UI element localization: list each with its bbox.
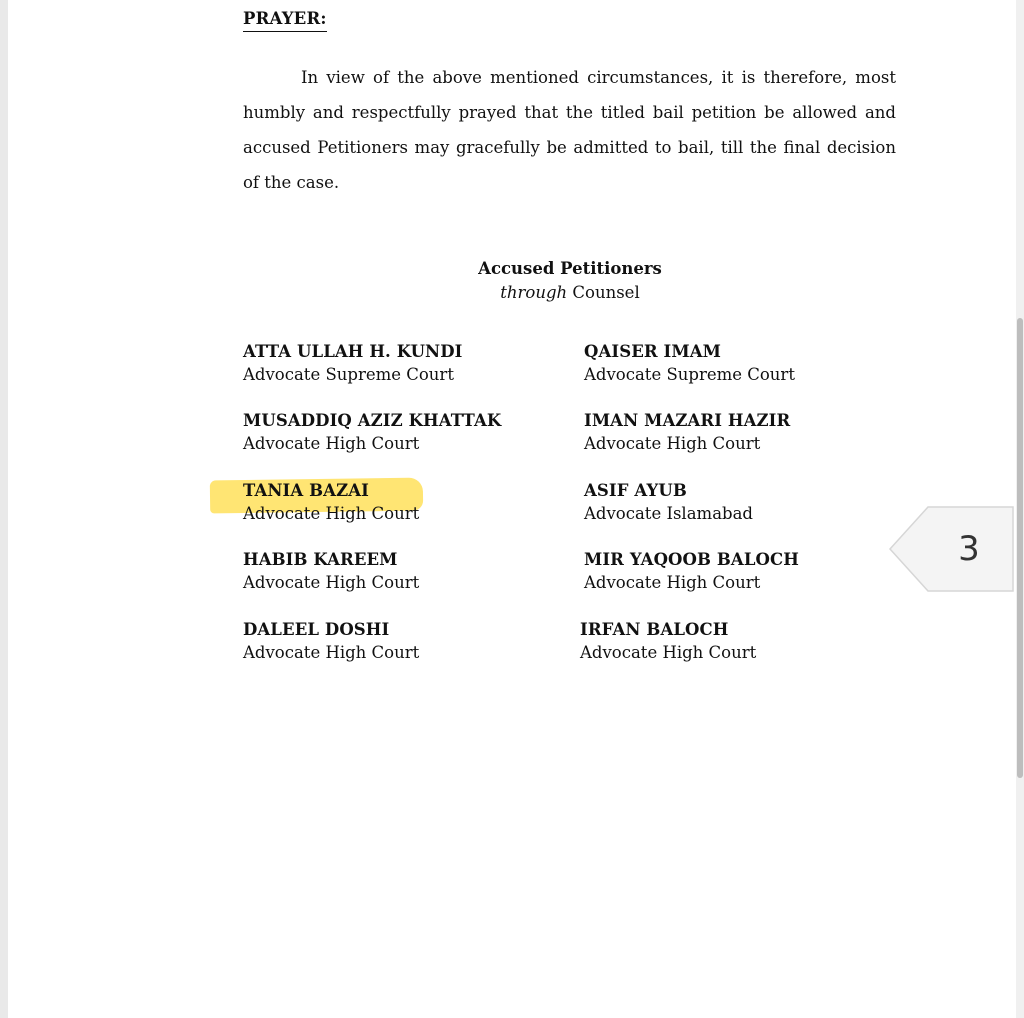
counsel-title: Advocate Supreme Court bbox=[243, 365, 454, 384]
counsel-name: ATTA ULLAH H. KUNDI bbox=[243, 342, 463, 361]
counsel-right-4 bbox=[584, 548, 799, 594]
counsel-left-3 bbox=[243, 479, 419, 525]
counsel-name: IMAN MAZARI HAZIR bbox=[584, 411, 791, 430]
signature-title: Accused Petitioners bbox=[478, 259, 662, 278]
counsel-title: Advocate High Court bbox=[584, 434, 761, 453]
through-word: through bbox=[500, 283, 568, 302]
page-number: 3 bbox=[958, 529, 980, 569]
counsel-name: QAISER IMAM bbox=[584, 342, 721, 361]
prayer-heading: PRAYER: bbox=[243, 9, 327, 32]
counsel-right-2 bbox=[584, 409, 790, 455]
counsel-left-4 bbox=[243, 548, 419, 594]
counsel-title: Advocate High Court bbox=[584, 573, 761, 592]
vertical-scrollbar[interactable] bbox=[1016, 0, 1024, 1018]
counsel-right-3 bbox=[584, 479, 753, 525]
page-number-indicator[interactable] bbox=[888, 506, 1014, 592]
prayer-paragraph: In view of the above mentioned circumstances, it is therefore, most humbly and respectfully prayed that the titled bail petition be allowed and accused Petitioners may gracefully be admitted to bail, till the final decision of the case. bbox=[243, 68, 896, 192]
counsel-left-2 bbox=[243, 409, 501, 455]
counsel-name: ASIF AYUB bbox=[584, 481, 687, 500]
counsel-word: Counsel bbox=[572, 283, 640, 302]
counsel-right-1 bbox=[584, 340, 795, 386]
counsel-left-5 bbox=[243, 618, 419, 664]
counsel-title: Advocate High Court bbox=[243, 504, 420, 523]
counsel-title: Advocate Islamabad bbox=[584, 504, 753, 523]
counsel-name: DALEEL DOSHI bbox=[243, 620, 390, 639]
counsel-left-1 bbox=[243, 340, 462, 386]
counsel-title: Advocate Supreme Court bbox=[584, 365, 795, 384]
counsel-name: MIR YAQOOB BALOCH bbox=[584, 550, 799, 569]
counsel-name: IRFAN BALOCH bbox=[580, 620, 729, 639]
scrollbar-thumb[interactable] bbox=[1017, 318, 1023, 778]
counsel-title: Advocate High Court bbox=[243, 643, 420, 662]
counsel-name: TANIA BAZAI bbox=[243, 481, 369, 500]
counsel-right-5 bbox=[580, 618, 756, 664]
signature-subtitle bbox=[420, 282, 720, 304]
counsel-title: Advocate High Court bbox=[243, 573, 420, 592]
counsel-title: Advocate High Court bbox=[243, 434, 420, 453]
counsel-title: Advocate High Court bbox=[580, 643, 757, 662]
counsel-name: HABIB KAREEM bbox=[243, 550, 398, 569]
counsel-name: MUSADDIQ AZIZ KHATTAK bbox=[243, 411, 502, 430]
